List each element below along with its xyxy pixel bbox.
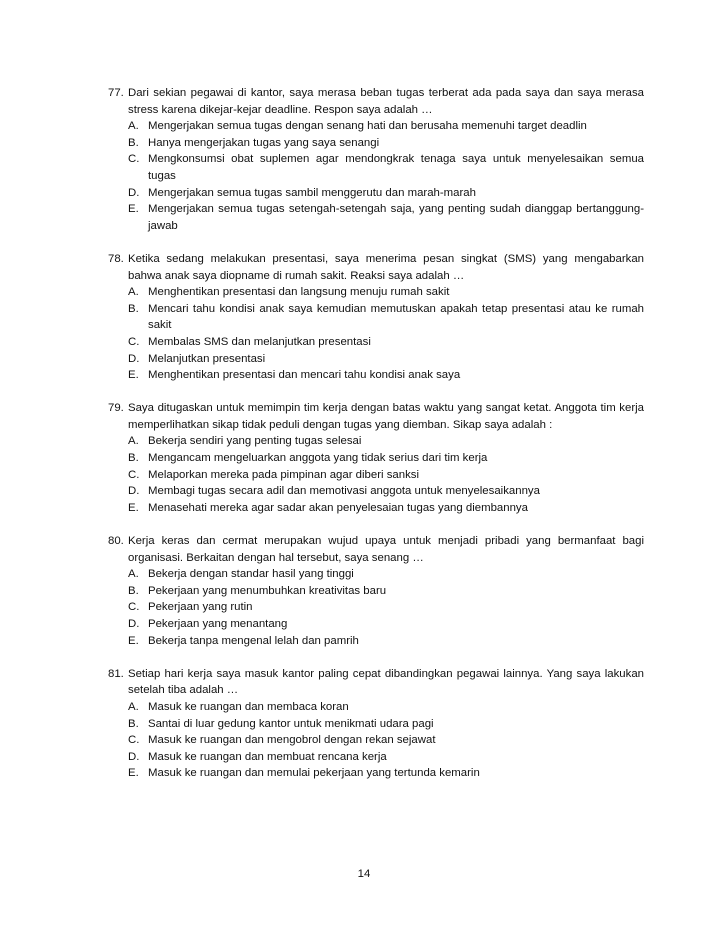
- option-label: C.: [128, 153, 140, 166]
- option-label: E.: [128, 501, 139, 514]
- option-label: B.: [128, 452, 139, 465]
- option-label: D.: [128, 485, 140, 498]
- question-text: Kerja keras dan cermat merupakan wujud upaya untuk menjadi pribadi yang bermanfaat bagi organisasi. Berkaitan dengan hal tersebut, saya senang …: [128, 535, 644, 564]
- option-label: B.: [128, 136, 139, 149]
- question-number: 77.: [108, 87, 124, 99]
- question-text: Ketika sedang melakukan presentasi, saya menerima pesan singkat (SMS) yang mengabarkan bahwa anak saya diopname di rumah sakit. Reaksi saya adalah …: [128, 252, 644, 282]
- question-number: 81.: [108, 667, 124, 680]
- option-b: [128, 301, 644, 334]
- option-label: B.: [128, 302, 139, 315]
- option-e: [128, 633, 644, 650]
- option-b: [128, 450, 644, 467]
- option-list: [128, 433, 644, 516]
- option-text: Menghentikan presentasi dan langsung menuju rumah sakit: [148, 286, 450, 299]
- option-label: A.: [128, 435, 139, 448]
- option-text: Pekerjaan yang menumbuhkan kreativitas baru: [148, 584, 387, 597]
- option-a: [128, 566, 644, 583]
- option-e: [128, 500, 644, 517]
- option-text: Bekerja tanpa mengenal lelah dan pamrih: [148, 634, 359, 647]
- option-text: Mengerjakan semua tugas dengan senang hati dan berusaha memenuhi target deadlin: [148, 120, 587, 133]
- option-text: Bekerja dengan standar hasil yang tinggi: [148, 568, 354, 581]
- option-d: [128, 749, 644, 766]
- option-text: Pekerjaan yang rutin: [148, 601, 253, 614]
- option-d: [128, 185, 644, 202]
- option-list: [128, 699, 644, 782]
- option-label: A.: [128, 286, 139, 299]
- option-label: A.: [128, 120, 139, 133]
- option-label: D.: [128, 186, 140, 199]
- option-text: Mengancam mengeluarkan anggota yang tidak serius dari tim kerja: [148, 452, 488, 465]
- option-list: [128, 118, 644, 234]
- question-number: 80.: [108, 535, 124, 548]
- option-text: Membalas SMS dan melanjutkan presentasi: [148, 335, 371, 348]
- option-e: [128, 201, 644, 234]
- page-number: 14: [357, 868, 371, 880]
- option-text: Menghentikan presentasi dan mencari tahu kondisi anak saya: [148, 369, 461, 382]
- option-label: C.: [128, 335, 140, 348]
- option-text: Hanya mengerjakan tugas yang saya senangi: [148, 136, 380, 149]
- option-text: Santai di luar gedung kantor untuk menikmati udara pagi: [148, 717, 434, 730]
- option-c: [128, 467, 644, 484]
- option-text: Mengkonsumsi obat suplemen agar mendongkrak tenaga saya untuk menyelesaikan semua tugas: [148, 153, 644, 182]
- option-a: [128, 118, 644, 135]
- option-c: [128, 732, 644, 749]
- option-text: Menasehati mereka agar sadar akan penyelesaian tugas yang diembannya: [148, 501, 528, 514]
- option-c: [128, 334, 644, 351]
- option-text: Mengerjakan semua tugas setengah-setengah saja, yang penting sudah dianggap bertanggung-jawab: [148, 203, 644, 232]
- option-label: E.: [128, 767, 139, 780]
- question-text: Setiap hari kerja saya masuk kantor paling cepat dibandingkan pegawai lainnya. Yang saya lakukan setelah tiba adalah …: [128, 667, 644, 697]
- question-79: [108, 400, 644, 516]
- question-number: 78.: [108, 252, 124, 265]
- option-text: Masuk ke ruangan dan membaca koran: [148, 700, 349, 713]
- option-label: A.: [128, 568, 139, 581]
- option-text: Masuk ke ruangan dan mengobrol dengan rekan sejawat: [148, 734, 436, 747]
- question-78: [108, 251, 644, 384]
- option-text: Membagi tugas secara adil dan memotivasi anggota untuk menyelesaikannya: [148, 485, 540, 498]
- question-text: Dari sekian pegawai di kantor, saya merasa beban tugas terberat ada pada saya dan saya merasa stress karena dikejar-kejar deadline. Respon saya adalah …: [128, 87, 644, 116]
- question-text: Saya ditugaskan untuk memimpin tim kerja dengan batas waktu yang sangat ketat. Anggota tim kerja memperlihatkan sikap tidak peduli dengan tugas yang diemban. Sikap saya adalah :: [128, 402, 644, 431]
- option-d: [128, 483, 644, 500]
- option-label: C.: [128, 601, 140, 614]
- question-80: [108, 533, 644, 649]
- option-e: [128, 765, 644, 782]
- option-a: [128, 699, 644, 716]
- option-c: [128, 151, 644, 184]
- option-e: [128, 367, 644, 384]
- option-d: [128, 351, 644, 368]
- option-text: Melanjutkan presentasi: [148, 352, 266, 365]
- option-text: Bekerja sendiri yang penting tugas selesai: [148, 435, 362, 448]
- option-text: Masuk ke ruangan dan memulai pekerjaan yang tertunda kemarin: [148, 767, 480, 780]
- option-label: E.: [128, 203, 139, 216]
- option-b: [128, 135, 644, 152]
- question-81: [108, 666, 644, 782]
- option-label: D.: [128, 750, 140, 763]
- option-label: D.: [128, 352, 140, 365]
- option-a: [128, 433, 644, 450]
- option-label: E.: [128, 369, 139, 382]
- option-a: [128, 284, 644, 301]
- question-number: 79.: [108, 402, 124, 415]
- option-text: Masuk ke ruangan dan membuat rencana kerja: [148, 750, 387, 763]
- option-label: C.: [128, 468, 140, 481]
- option-list: [128, 284, 644, 384]
- option-text: Mencari tahu kondisi anak saya kemudian memutuskan apakah tetap presentasi atau ke rumah sakit: [148, 302, 644, 332]
- option-label: A.: [128, 700, 139, 713]
- option-b: [128, 583, 644, 600]
- option-c: [128, 599, 644, 616]
- option-b: [128, 716, 644, 733]
- option-label: E.: [128, 634, 139, 647]
- option-list: [128, 566, 644, 649]
- option-label: B.: [128, 717, 139, 730]
- option-text: Melaporkan mereka pada pimpinan agar diberi sanksi: [148, 468, 419, 481]
- question-77: [108, 85, 644, 234]
- option-d: [128, 616, 644, 633]
- option-label: C.: [128, 734, 140, 747]
- option-text: Mengerjakan semua tugas sambil menggerutu dan marah-marah: [148, 186, 476, 199]
- option-label: B.: [128, 584, 139, 597]
- question-list: [108, 85, 644, 799]
- option-label: D.: [128, 618, 140, 630]
- option-text: Pekerjaan yang menantang: [148, 618, 288, 630]
